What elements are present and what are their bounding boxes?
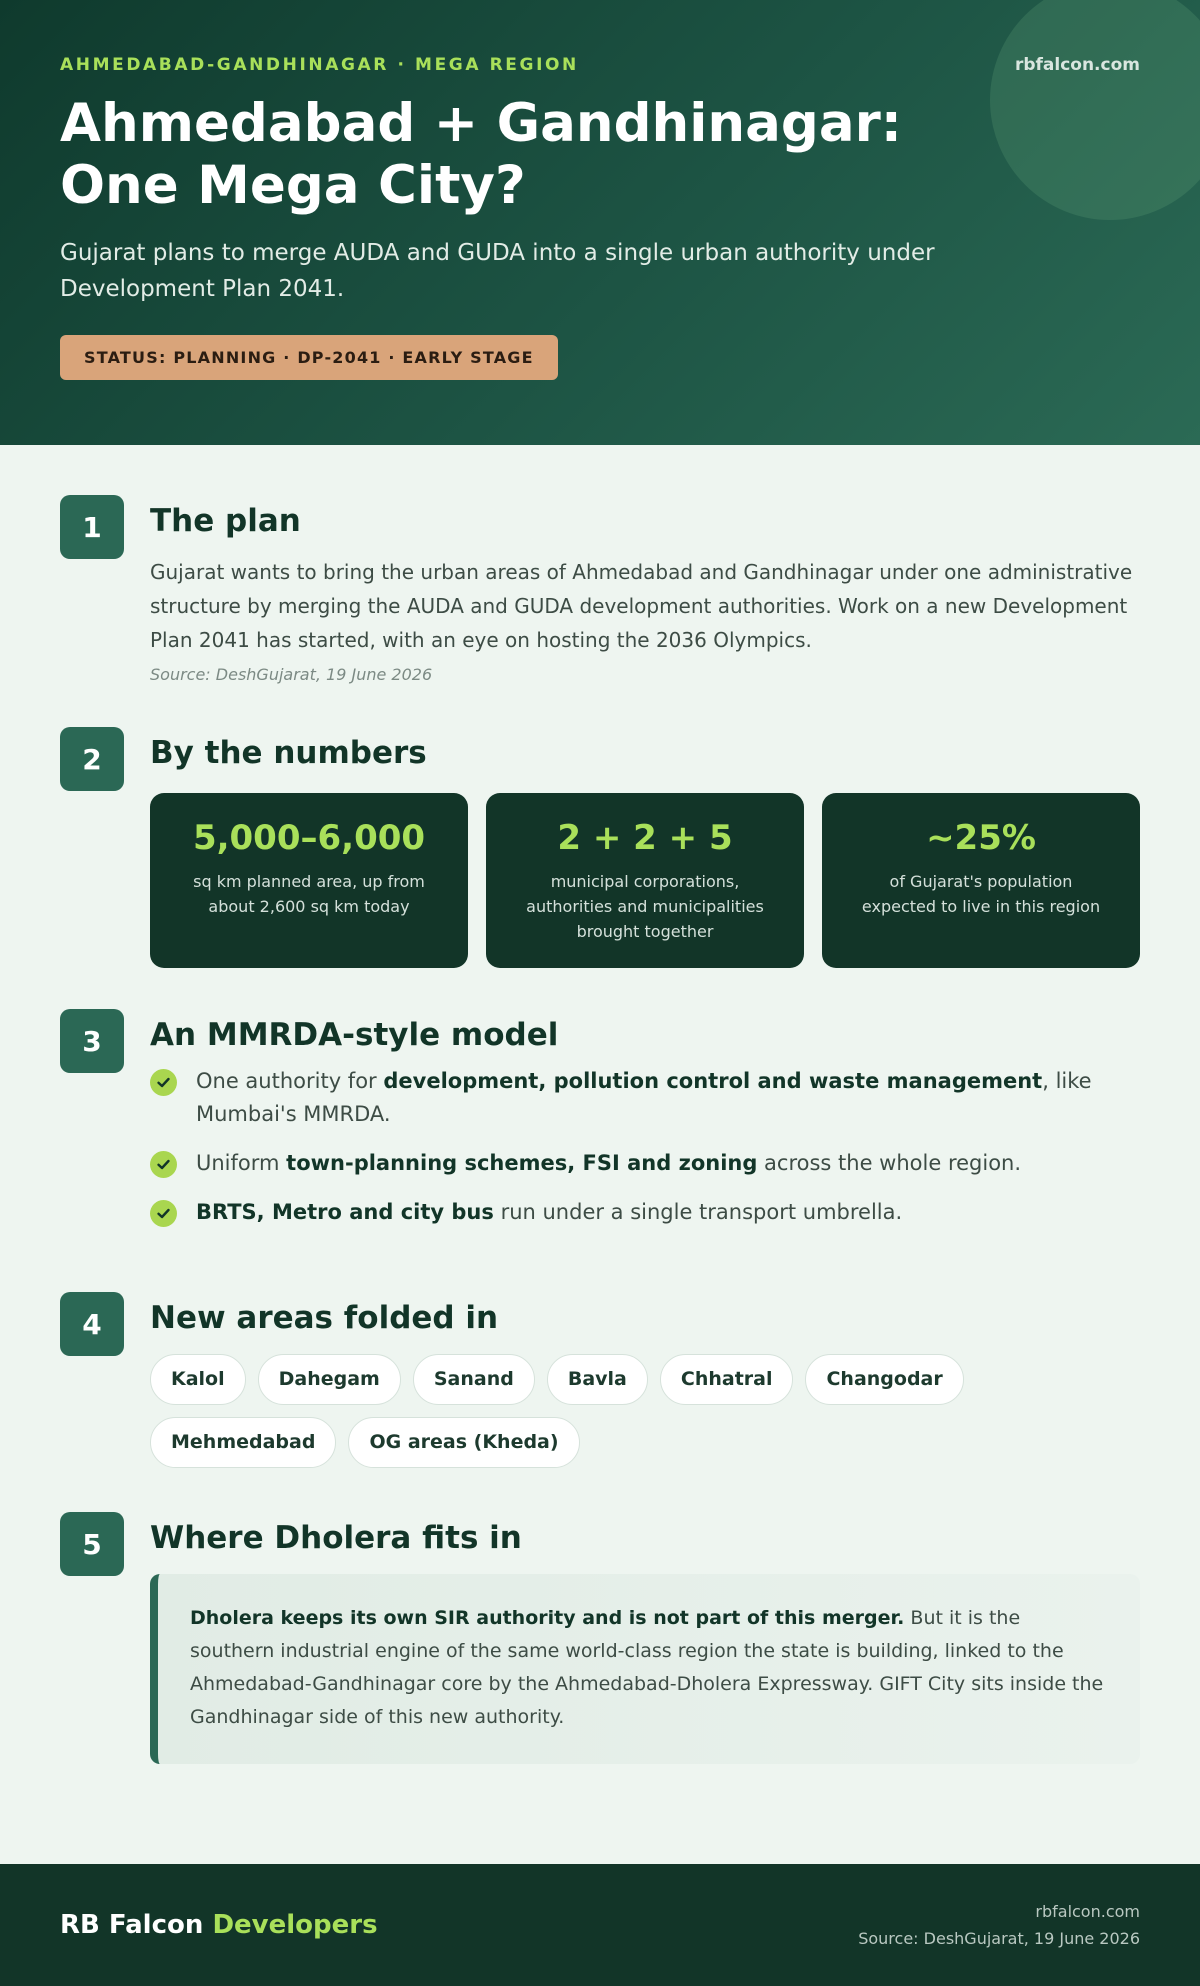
- area-tag: Changodar: [805, 1354, 963, 1405]
- main-content: [0, 445, 1200, 1764]
- area-tag: Dahegam: [258, 1354, 401, 1405]
- stat-card: [150, 793, 468, 968]
- decorative-circle: [990, 0, 1200, 220]
- hero-top-bar: [60, 55, 1140, 75]
- stat-value: 2 + 2 + 5: [557, 818, 733, 858]
- section-body: [150, 1292, 1140, 1468]
- title-line-1: Ahmedabad + Gandhinagar:: [60, 93, 902, 154]
- section-body: [150, 1512, 1140, 1764]
- footer-source: Source: DeshGujarat, 19 June 2026: [858, 1929, 1140, 1948]
- status-badge: STATUS: PLANNING · DP-2041 · EARLY STAGE: [60, 335, 558, 380]
- stat-label: municipal corporations, authorities and municipalities brought together: [526, 872, 764, 941]
- plan-paragraph: Gujarat wants to bring the urban areas of Ahmedabad and Gandhinagar under one administrative structure by merging the AUDA and GUDA development authorities. Work on a new Development Plan 2041 has started, with an eye on hosting the 2036 Olympics.: [150, 560, 1133, 652]
- section-body: [150, 1009, 1140, 1245]
- check-circle-icon: [150, 1200, 177, 1227]
- footer-site-link[interactable]: rbfalcon.com: [1035, 1902, 1140, 1921]
- callout-emphasis: Dholera keeps its own SIR authority and is not part of this merger.: [190, 1607, 905, 1629]
- brand-name-accent: Developers: [212, 1910, 378, 1940]
- area-tag: Kalol: [150, 1354, 246, 1405]
- stats-row: [150, 793, 1140, 968]
- stat-card: [822, 793, 1140, 968]
- area-tag: Mehmedabad: [150, 1417, 336, 1468]
- section-title: By the numbers: [150, 735, 427, 771]
- list-item-text: One authority for development, pollution control and waste management, like Mumbai's MMRDA.: [196, 1069, 1092, 1126]
- section-model: [60, 1009, 1140, 1292]
- footer-meta: [858, 1898, 1140, 1952]
- check-circle-icon: [150, 1151, 177, 1178]
- list-item: [150, 1065, 1140, 1131]
- page-subtitle: Gujarat plans to merge AUDA and GUDA into a single urban authority under Development Plan 2041.: [60, 240, 935, 302]
- callout-text: But it is the southern industrial engine of the same world-class region the state is building, linked to the Ahmedabad-Gandhinagar core by the Ahmedabad-Dholera Expressway. GIFT City sits inside the Gandhinagar side of this new authority.: [190, 1607, 1104, 1728]
- eyebrow-label: AHMEDABAD-GANDHINAGAR · MEGA REGION: [60, 55, 579, 75]
- section-number-badge: 4: [60, 1292, 124, 1356]
- section-numbers: [60, 727, 1140, 1009]
- stat-label: sq km planned area, up from about 2,600 sq km today: [193, 872, 425, 916]
- area-tag: OG areas (Kheda): [348, 1417, 579, 1468]
- area-tag: Sanand: [413, 1354, 535, 1405]
- section-title: Where Dholera fits in: [150, 1520, 522, 1556]
- list-item: [150, 1196, 1140, 1229]
- section-plan: [60, 495, 1140, 727]
- hero-header: [0, 0, 1200, 445]
- stat-card: [486, 793, 804, 968]
- list-item: [150, 1147, 1140, 1180]
- section-title: An MMRDA-style model: [150, 1017, 559, 1053]
- section-title: The plan: [150, 503, 301, 539]
- brand-logo: [60, 1910, 378, 1940]
- section-areas: [60, 1292, 1140, 1512]
- section-number-badge: 5: [60, 1512, 124, 1576]
- stat-value: 5,000–6,000: [192, 818, 426, 858]
- stat-value: ~25%: [926, 818, 1036, 858]
- check-circle-icon: [150, 1069, 177, 1096]
- section-number-badge: 2: [60, 727, 124, 791]
- area-tags: [150, 1354, 1140, 1468]
- section-dholera: [60, 1512, 1140, 1764]
- section-body: [150, 495, 1140, 684]
- brand-name: RB Falcon: [60, 1910, 204, 1940]
- list-item-text: Uniform town-planning schemes, FSI and zoning across the whole region.: [196, 1151, 1022, 1175]
- footer: [0, 1864, 1200, 1986]
- section-number-badge: 1: [60, 495, 124, 559]
- title-line-2: One Mega City?: [60, 155, 526, 216]
- list-item-text: BRTS, Metro and city bus run under a single transport umbrella.: [196, 1200, 903, 1224]
- site-link[interactable]: rbfalcon.com: [1014, 55, 1140, 75]
- stat-label: of Gujarat's population expected to live in this region: [861, 872, 1101, 916]
- dholera-callout: [150, 1574, 1140, 1764]
- section-title: New areas folded in: [150, 1300, 499, 1336]
- source-note: Source: DeshGujarat, 19 June 2026: [150, 665, 433, 684]
- section-body: [150, 727, 1140, 968]
- area-tag: Bavla: [547, 1354, 648, 1405]
- area-tag: Chhatral: [660, 1354, 794, 1405]
- feature-list: [150, 1065, 1140, 1229]
- section-number-badge: 3: [60, 1009, 124, 1073]
- page-title: [60, 93, 920, 217]
